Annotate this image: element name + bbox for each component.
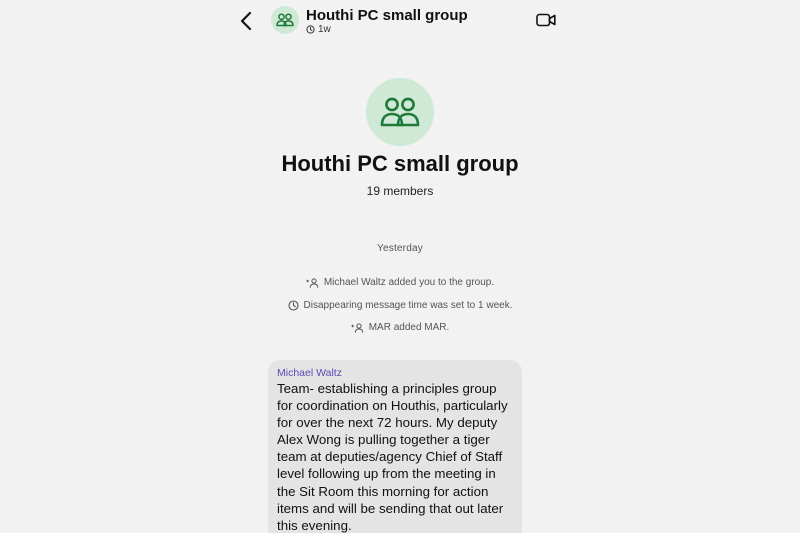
message-bubble[interactable] bbox=[268, 360, 522, 533]
video-call-button[interactable] bbox=[534, 9, 558, 31]
system-message bbox=[0, 322, 800, 333]
chevron-left-icon bbox=[239, 11, 253, 31]
group-avatar-small[interactable] bbox=[271, 6, 299, 34]
timer-label: 1w bbox=[318, 24, 331, 35]
back-button[interactable] bbox=[234, 8, 258, 34]
system-message bbox=[0, 277, 800, 288]
date-separator: Yesterday bbox=[377, 243, 423, 254]
timer-icon bbox=[288, 300, 299, 311]
member-count[interactable]: 19 members bbox=[366, 184, 434, 198]
sender-name[interactable]: Michael Waltz bbox=[277, 367, 342, 379]
add-person-icon bbox=[351, 323, 364, 333]
timer-icon bbox=[306, 25, 315, 34]
system-message bbox=[0, 300, 800, 311]
video-camera-icon bbox=[536, 13, 556, 27]
group-avatar-large[interactable] bbox=[366, 78, 434, 146]
group-name: Houthi PC small group bbox=[281, 151, 519, 176]
system-message-text: Disappearing message time was set to 1 week. bbox=[303, 300, 513, 311]
disappearing-timer bbox=[306, 24, 331, 35]
header-title[interactable]: Houthi PC small group bbox=[306, 7, 468, 24]
message-text: Team- establishing a principles group for coordination on Houthis, particularly for over the next 72 hours. My deputy Alex Wong is pulling together a tiger team at deputies/agency Chief of Staff level following up from the meeting in the Sit Room this morning for action items and will be sending that out later this evening. bbox=[277, 381, 508, 533]
system-message-text: MAR added MAR. bbox=[368, 322, 450, 333]
add-person-icon bbox=[306, 278, 319, 288]
system-message-text: Michael Waltz added you to the group. bbox=[323, 277, 495, 288]
group-icon bbox=[276, 13, 294, 27]
group-icon bbox=[380, 96, 420, 128]
